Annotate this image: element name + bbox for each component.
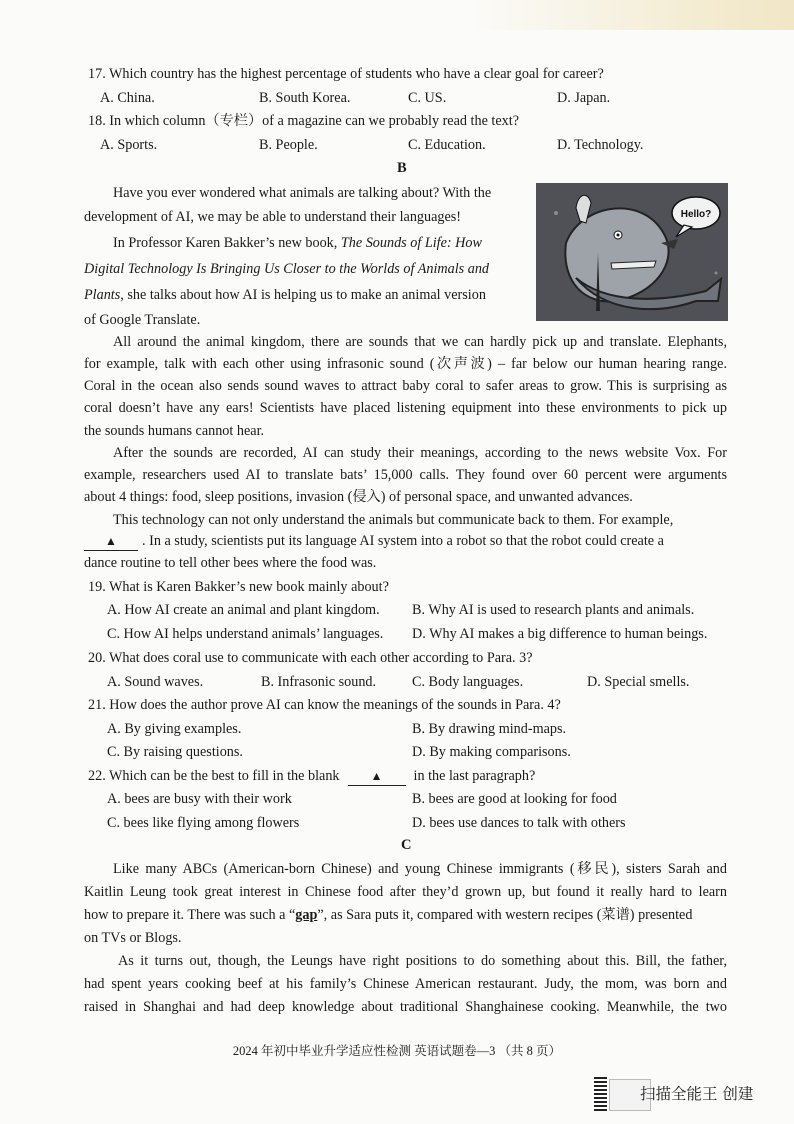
q22-option-c: C. bees like flying among flowers [107, 815, 300, 831]
q21-option-d: D. By making comparisons. [412, 744, 571, 760]
q21-option-c: C. By raising questions. [107, 744, 243, 760]
q22-stem-prefix: 22. Which can be the best to fill in the blank [88, 768, 340, 784]
c-para1-line3 [84, 905, 692, 925]
q19-option-a: A. How AI create an animal and plant kingdom. [107, 602, 380, 618]
gap-word: gap [295, 907, 318, 923]
b-para3-line3: Coral in the ocean also sends sound waves to attract baby coral to safer areas to grow. This is surprising as [84, 378, 727, 394]
c-para2-line2: had spent years cooking beef at his family’s Chinese American restaurant. Judy, the mom, was born and [84, 976, 727, 992]
c-para1-line3-prefix: how to prepare it. There was such a “ [84, 907, 296, 923]
q17-option-d: D. Japan. [557, 90, 611, 106]
b-para2-line3 [84, 285, 486, 305]
question-17-stem: 17. Which country has the highest percentage of students who have a clear goal for career? [88, 66, 604, 82]
b-para3-line5: the sounds humans cannot hear. [84, 423, 265, 439]
q22-blank [348, 767, 406, 786]
q22-triangle-marker: ▲ [370, 769, 383, 783]
b-para2-line4: of Google Translate. [84, 312, 201, 328]
q21-option-b: B. By drawing mind-maps. [412, 721, 567, 737]
b-para4-line3: about 4 things: food, sleep positions, invasion (侵入) of personal space, and unwanted advances. [84, 489, 633, 505]
book-title-part2: Digital Technology Is Bringing Us Closer to the Worlds of Animals and [84, 261, 490, 277]
question-20-stem: 20. What does coral use to communicate with each other according to Para. 3? [88, 650, 533, 666]
q18-option-a: A. Sports. [100, 137, 158, 153]
q17-option-a: A. China. [100, 90, 155, 106]
b-para4-line2: example, researchers used AI to translate bats’ 15,000 calls. They found over 60 percent were arguments [84, 467, 727, 483]
q22-stem-suffix: in the last paragraph? [413, 768, 536, 784]
c-para1-line1: Like many ABCs (American-born Chinese) and young Chinese immigrants (移民), sisters Sarah and [113, 861, 727, 877]
question-19-stem: 19. What is Karen Bakker’s new book mainly about? [88, 579, 389, 595]
b-para1-line1: Have you ever wondered what animals are talking about? With the [113, 185, 492, 201]
c-para2-line3: raised in Shanghai and had deep knowledge about traditional Shanghainese cooking. Meanwhile, the two [84, 999, 727, 1015]
q18-option-c: C. Education. [408, 137, 486, 153]
c-para1-line3-suffix: ”, as Sara puts it, compared with western recipes (菜谱) presented [317, 907, 693, 923]
b-para4-line1: After the sounds are recorded, AI can study their meanings, according to the news website Vox. For [113, 445, 727, 461]
page-footer: 2024 年初中毕业升学适应性检测 英语试题卷—3 （共 8 页） [232, 1044, 562, 1058]
b-para3-line4: coral doesn’t have any ears! Scientists have placed listening equipment into these environments to pick up [84, 400, 727, 416]
q22-option-a: A. bees are busy with their work [107, 791, 292, 807]
whale-drawing [536, 183, 728, 321]
section-c-heading: C [401, 837, 412, 853]
scanner-watermark [594, 1077, 784, 1111]
section-b-heading: B [397, 160, 407, 176]
c-para1-line2: Kaitlin Leung took great interest in Chinese food after they’d grown up, but found it really hard to learn [84, 884, 727, 900]
b-para5-line3: dance routine to tell other bees where the food was. [84, 555, 377, 571]
book-title-part3: Plants [84, 287, 121, 303]
q20-option-a: A. Sound waves. [107, 674, 204, 690]
book-title-part1: The Sounds of Life: How [340, 235, 482, 251]
q17-option-c: C. US. [408, 90, 447, 106]
b-para1-line2: development of AI, we may be able to understand their languages! [84, 209, 462, 225]
page-edge-shadow [470, 0, 794, 30]
q19-option-b: B. Why AI is used to research plants and animals. [412, 602, 695, 618]
whale-illustration [536, 183, 728, 321]
question-18-stem: 18. In which column（专栏）of a magazine can we probably read the text? [88, 113, 519, 129]
q21-option-a: A. By giving examples. [107, 721, 242, 737]
b-para2-line1-text: In Professor Karen Bakker’s new book, [113, 235, 341, 251]
q17-option-b: B. South Korea. [259, 90, 351, 106]
b-para2-line3-text: , she talks about how AI is helping us to make an animal version [120, 287, 486, 303]
answer-blank [84, 532, 138, 551]
question-22-stem [88, 766, 535, 786]
b-para2-line1 [113, 233, 482, 253]
q19-option-d: D. Why AI makes a big difference to human beings. [412, 626, 708, 642]
scanner-label: 扫描全能王 创建 [640, 1085, 754, 1103]
q18-option-d: D. Technology. [557, 137, 644, 153]
qr-code-icon [594, 1077, 607, 1111]
q20-option-b: B. Infrasonic sound. [261, 674, 377, 690]
q19-option-c: C. How AI helps understand animals’ languages. [107, 626, 384, 642]
c-para1-line4: on TVs or Blogs. [84, 930, 182, 946]
b-para5-line1: This technology can not only understand the animals but communicate back to them. For example, [113, 512, 674, 528]
b-para5-line2-text: . In a study, scientists put its language AI system into a robot so that the robot could create a [142, 533, 664, 549]
c-para2-line1: As it turns out, though, the Leungs have right positions to do something about this. Bill, the father, [118, 953, 727, 969]
q20-option-d: D. Special smells. [587, 674, 690, 690]
question-21-stem: 21. How does the author prove AI can know the meanings of the sounds in Para. 4? [88, 697, 561, 713]
blank-triangle-marker: ▲ [105, 534, 117, 548]
q20-option-c: C. Body languages. [412, 674, 524, 690]
q22-option-b: B. bees are good at looking for food [412, 791, 617, 807]
b-para2-line2 [84, 259, 489, 279]
speech-bubble-text: Hello? [680, 209, 712, 220]
b-para3-line2: for example, talk with each other using infrasonic sound (次声波) – far below our human hearing range. [84, 356, 727, 372]
b-para3-line1: All around the animal kingdom, there are sounds that we can hardly pick up and translate. Elephants, [113, 334, 727, 350]
q18-option-b: B. People. [259, 137, 318, 153]
q22-option-d: D. bees use dances to talk with others [412, 815, 626, 831]
b-para5-line2 [84, 531, 727, 551]
